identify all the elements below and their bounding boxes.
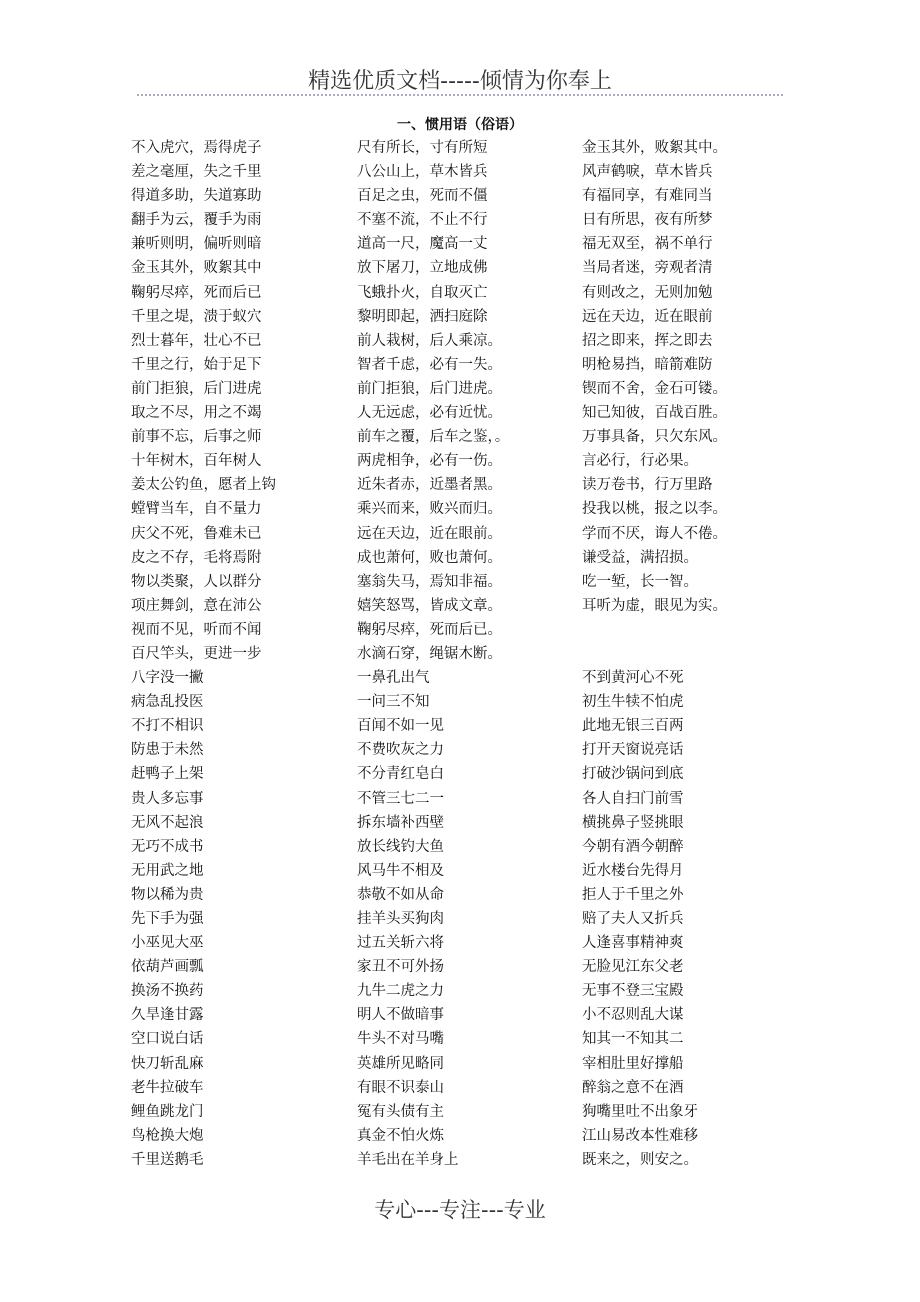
- idiom-cell: 庆父不死，鲁难未已: [131, 525, 262, 542]
- idiom-cell: 贵人多忘事: [131, 790, 204, 807]
- idiom-row: [131, 305, 831, 329]
- idiom-cell: 吃一堑，长一智。: [582, 573, 698, 590]
- idiom-cell: 螳臂当车，自不量力: [131, 501, 262, 518]
- idiom-cell: 先下手为强: [131, 911, 204, 927]
- idiom-cell: 恭敬不如从命: [357, 886, 444, 903]
- idiom-row: [131, 907, 831, 931]
- idiom-cell: 家丑不可外扬: [357, 959, 444, 976]
- idiom-row: [131, 811, 831, 835]
- idiom-row: [131, 762, 831, 786]
- idiom-cell: 放下屠刀，立地成佛: [357, 260, 488, 277]
- idiom-cell: 放长线钓大鱼: [357, 838, 444, 855]
- idiom-cell: 赶鸭子上架: [131, 766, 204, 783]
- idiom-table: [131, 136, 831, 1172]
- idiom-cell: 一鼻孔出气: [357, 670, 430, 687]
- idiom-row: [131, 642, 831, 666]
- idiom-row: [131, 256, 831, 280]
- idiom-row: [131, 570, 831, 594]
- header-divider: [137, 94, 783, 96]
- idiom-cell: 水滴石穿，绳锯木断。: [357, 645, 502, 662]
- idiom-cell: 打破沙锅问到底: [582, 766, 684, 783]
- idiom-cell: 有福同享，有难同当: [582, 188, 713, 205]
- idiom-cell: 金玉其外，败絮其中: [131, 260, 262, 277]
- idiom-cell: 冤有头债有主: [357, 1103, 444, 1120]
- idiom-cell: 远在天边，近在眼前: [582, 308, 713, 325]
- idiom-row: [131, 449, 831, 473]
- idiom-cell: 不入虎穴，焉得虎子: [131, 140, 262, 156]
- idiom-cell: 前人栽树，后人乘凉。: [357, 332, 502, 349]
- idiom-cell: 明枪易挡，暗箭难防: [582, 356, 713, 373]
- idiom-cell: 今朝有酒今朝醉: [582, 838, 684, 855]
- idiom-cell: 不打不相识: [131, 718, 204, 735]
- idiom-cell: 无事不登三宝殿: [582, 983, 684, 1000]
- idiom-cell: 有则改之，无则加勉: [582, 284, 713, 301]
- idiom-cell: 既来之，则安之。: [582, 1151, 698, 1168]
- idiom-row: [131, 738, 831, 762]
- idiom-cell: 无巧不成书: [131, 838, 204, 855]
- idiom-cell: 一问三不知: [357, 694, 430, 711]
- idiom-row: [131, 401, 831, 425]
- page-header: 精选优质文档-----倾情为你奉上: [308, 69, 612, 94]
- idiom-row: [131, 473, 831, 497]
- idiom-cell: 过五关斩六将: [357, 935, 444, 952]
- idiom-cell: 项庄舞剑，意在沛公: [131, 597, 262, 614]
- idiom-cell: 拆东墙补西壁: [357, 814, 444, 831]
- idiom-cell: 招之即来，挥之即去: [582, 332, 713, 349]
- idiom-cell: 狗嘴里吐不出象牙: [582, 1103, 698, 1120]
- idiom-row: [131, 1100, 831, 1124]
- idiom-row: [131, 835, 831, 859]
- idiom-cell: 锲而不舍，金石可镂。: [582, 380, 727, 397]
- idiom-cell: 差之毫厘，失之千里: [131, 164, 262, 181]
- idiom-row: [131, 1003, 831, 1027]
- idiom-cell: 千里送鹅毛: [131, 1151, 204, 1168]
- idiom-cell: 鸟枪换大炮: [131, 1127, 204, 1144]
- idiom-cell: 前门拒狼，后门进虎。: [357, 380, 502, 397]
- idiom-row: [131, 232, 831, 256]
- idiom-cell: 塞翁失马，焉知非福。: [357, 573, 502, 590]
- idiom-cell: 快刀斩乱麻: [131, 1055, 204, 1072]
- idiom-cell: 福无双至，祸不单行: [582, 236, 713, 253]
- page-footer: 专心---专注---专业: [374, 1198, 546, 1222]
- idiom-cell: 两虎相争，必有一伤。: [357, 453, 502, 470]
- idiom-cell: 知己知彼，百战百胜。: [582, 405, 727, 422]
- idiom-cell: 英雄所见略同: [357, 1055, 444, 1072]
- idiom-cell: 物以类聚，人以群分: [131, 573, 262, 590]
- idiom-cell: 鲤鱼跳龙门: [131, 1103, 204, 1120]
- idiom-cell: 谦受益，满招损。: [582, 549, 698, 566]
- idiom-cell: 牛头不对马嘴: [357, 1031, 444, 1048]
- idiom-cell: 百闻不如一见: [357, 718, 444, 735]
- idiom-cell: 无用武之地: [131, 862, 204, 879]
- idiom-cell: 不管三七二一: [357, 790, 444, 807]
- idiom-cell: 十年树木，百年树人: [131, 453, 262, 470]
- idiom-cell: 学而不厌，诲人不倦。: [582, 525, 727, 542]
- idiom-cell: 空口说白话: [131, 1031, 204, 1048]
- idiom-cell: 万事具备，只欠东风。: [582, 429, 727, 446]
- idiom-cell: 翻手为云，覆手为雨: [131, 212, 262, 229]
- idiom-cell: 风声鹤唳，草木皆兵: [582, 164, 713, 181]
- idiom-row: [131, 1076, 831, 1100]
- idiom-row: [131, 377, 831, 401]
- idiom-cell: 言必行，行必果。: [582, 453, 698, 470]
- idiom-cell: 不到黄河心不死: [582, 670, 684, 687]
- idiom-cell: 视而不见，听而不闻: [131, 621, 262, 638]
- idiom-cell: 飞蛾扑火，自取灭亡: [357, 284, 488, 301]
- idiom-cell: 九牛二虎之力: [357, 983, 444, 1000]
- idiom-cell: 各人自扫门前雪: [582, 790, 684, 807]
- idiom-row: [131, 160, 831, 184]
- idiom-row: [131, 883, 831, 907]
- idiom-row: [131, 1148, 831, 1172]
- idiom-row: [131, 208, 831, 232]
- idiom-cell: 近水楼台先得月: [582, 862, 684, 879]
- idiom-cell: 八字没一撇: [131, 670, 204, 687]
- idiom-cell: 不塞不流，不止不行: [357, 212, 488, 229]
- idiom-cell: 千里之行，始于足下: [131, 356, 262, 373]
- idiom-cell: 智者千虑，必有一失。: [357, 356, 502, 373]
- idiom-cell: 人逢喜事精神爽: [582, 935, 684, 952]
- idiom-cell: 此地无银三百两: [582, 718, 684, 735]
- idiom-cell: 黎明即起，洒扫庭除: [357, 308, 488, 325]
- section-title: 一、惯用语（俗语）: [397, 117, 523, 133]
- idiom-row: [131, 666, 831, 690]
- idiom-cell: 远在天边，近在眼前。: [357, 525, 502, 542]
- idiom-cell: 醉翁之意不在酒: [582, 1079, 684, 1096]
- idiom-cell: 真金不怕火炼: [357, 1127, 444, 1144]
- idiom-row: [131, 136, 831, 160]
- idiom-cell: 兼听则明，偏听则暗: [131, 236, 262, 253]
- idiom-cell: 投我以桃，报之以李。: [582, 501, 727, 518]
- idiom-row: [131, 979, 831, 1003]
- idiom-cell: 成也萧何，败也萧何。: [357, 549, 502, 566]
- idiom-row: [131, 618, 831, 642]
- idiom-cell: 横挑鼻子竖挑眼: [582, 814, 684, 831]
- idiom-cell: 百足之虫，死而不僵: [357, 188, 488, 205]
- idiom-cell: 病急乱投医: [131, 694, 204, 711]
- idiom-row: [131, 859, 831, 883]
- idiom-cell: 耳听为虚，眼见为实。: [582, 597, 727, 614]
- idiom-cell: 嬉笑怒骂，皆成文章。: [357, 597, 502, 614]
- idiom-row: [131, 546, 831, 570]
- idiom-cell: 有眼不识泰山: [357, 1079, 444, 1096]
- idiom-cell: 烈士暮年，壮心不已: [131, 332, 262, 349]
- idiom-cell: 近朱者赤，近墨者黑。: [357, 477, 502, 494]
- idiom-row: [131, 594, 831, 618]
- idiom-row: [131, 425, 831, 449]
- idiom-row: [131, 931, 831, 955]
- idiom-cell: 换汤不换药: [131, 983, 204, 1000]
- idiom-cell: 防患于未然: [131, 742, 204, 759]
- idiom-cell: 鞠躬尽瘁，死而后已。: [357, 621, 502, 638]
- idiom-cell: 羊毛出在羊身上: [357, 1151, 459, 1168]
- idiom-cell: 小不忍则乱大谋: [582, 1007, 684, 1024]
- idiom-cell: 物以稀为贵: [131, 886, 204, 903]
- idiom-cell: 江山易改本性难移: [582, 1127, 698, 1144]
- idiom-row: [131, 1124, 831, 1148]
- idiom-row: [131, 522, 831, 546]
- idiom-cell: 无脸见江东父老: [582, 959, 684, 976]
- idiom-cell: 打开天窗说亮话: [582, 742, 684, 759]
- idiom-cell: 拒人于千里之外: [582, 886, 684, 903]
- idiom-cell: 无风不起浪: [131, 814, 204, 831]
- idiom-cell: 千里之堤，溃于蚁穴: [131, 308, 262, 325]
- idiom-cell: 宰相肚里好撑船: [582, 1055, 684, 1072]
- idiom-row: [131, 1052, 831, 1076]
- idiom-row: [131, 497, 831, 521]
- idiom-cell: 百尺竿头，更进一步: [131, 645, 262, 662]
- idiom-row: [131, 353, 831, 377]
- idiom-cell: 前车之覆，后车之鉴，。: [357, 429, 510, 446]
- idiom-cell: 当局者迷，旁观者清: [582, 260, 713, 277]
- idiom-cell: 日有所思，夜有所梦: [582, 212, 713, 229]
- idiom-row: [131, 714, 831, 738]
- idiom-row: [131, 281, 831, 305]
- idiom-cell: 前门拒狼，后门进虎: [131, 380, 262, 397]
- idiom-cell: 老牛拉破车: [131, 1079, 204, 1096]
- idiom-row: [131, 329, 831, 353]
- idiom-row: [131, 690, 831, 714]
- idiom-cell: 乘兴而来，败兴而归。: [357, 501, 502, 518]
- idiom-cell: 不分青红皂白: [357, 766, 444, 783]
- idiom-cell: 取之不尽，用之不竭: [131, 405, 262, 422]
- idiom-cell: 八公山上，草木皆兵: [357, 164, 488, 181]
- idiom-cell: 尺有所长，寸有所短: [357, 140, 488, 156]
- idiom-cell: 赔了夫人又折兵: [582, 911, 684, 927]
- idiom-cell: 人无远虑，必有近忧。: [357, 405, 502, 422]
- idiom-cell: 皮之不存，毛将焉附: [131, 549, 262, 566]
- idiom-row: [131, 184, 831, 208]
- idiom-row: [131, 1027, 831, 1051]
- idiom-cell: 依葫芦画瓢: [131, 959, 204, 976]
- idiom-cell: 得道多助，失道寡助: [131, 188, 262, 205]
- idiom-cell: 读万卷书，行万里路: [582, 477, 713, 494]
- idiom-cell: 小巫见大巫: [131, 935, 204, 952]
- idiom-cell: 姜太公钓鱼，愿者上钩: [131, 477, 276, 494]
- idiom-cell: 金玉其外，败絮其中。: [582, 140, 727, 156]
- idiom-cell: 不费吹灰之力: [357, 742, 444, 759]
- idiom-cell: 风马牛不相及: [357, 862, 444, 879]
- idiom-cell: 明人不做暗事: [357, 1007, 444, 1024]
- idiom-cell: 道高一尺，魔高一丈: [357, 236, 488, 253]
- idiom-cell: 久旱逢甘露: [131, 1007, 204, 1024]
- idiom-cell: 鞠躬尽瘁，死而后已: [131, 284, 262, 301]
- idiom-row: [131, 955, 831, 979]
- idiom-cell: 知其一不知其二: [582, 1031, 684, 1048]
- idiom-cell: 前事不忘，后事之师: [131, 429, 262, 446]
- idiom-cell: 初生牛犊不怕虎: [582, 694, 684, 711]
- idiom-row: [131, 787, 831, 811]
- idiom-cell: 挂羊头买狗肉: [357, 911, 444, 927]
